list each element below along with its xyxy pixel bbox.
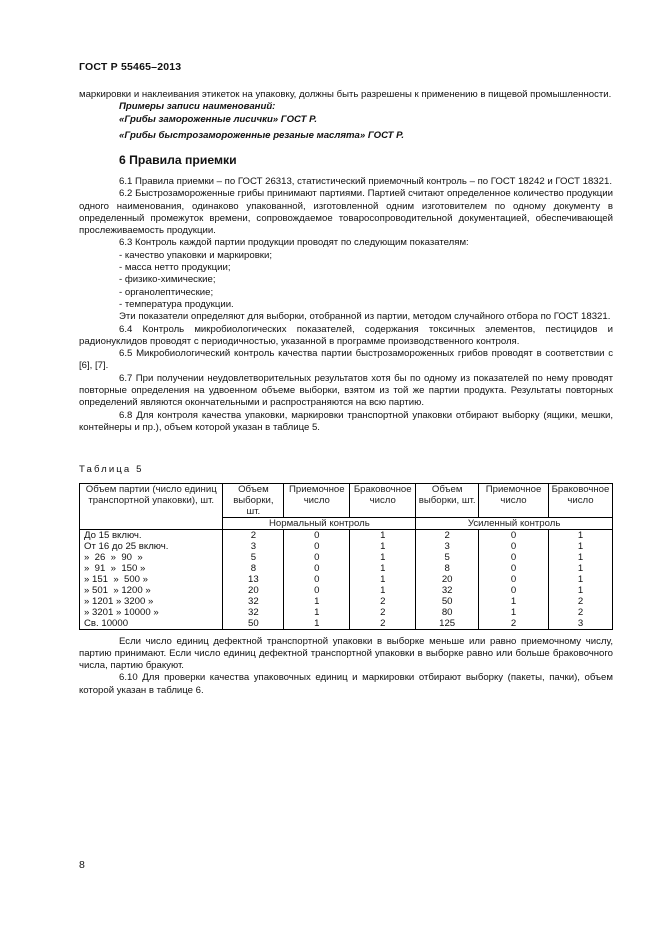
table-row	[80, 541, 613, 552]
cell-accept: 0	[479, 563, 549, 574]
cell-sample: 32	[416, 585, 479, 596]
cell-accept: 0	[284, 563, 350, 574]
paragraph-6-10: 6.10 Для проверки качества упаковочных единиц и маркировки отбирают выборку (пакеты, пачки), объем которой указан в таблице 6.	[79, 672, 613, 696]
list-item: - физико-химические;	[119, 274, 216, 286]
cell-sample: 2	[223, 529, 284, 541]
paragraph-6-5: 6.5 Микробиологический контроль качества партии быстрозамороженных грибов проводят в соответствии с [6], [7].	[79, 348, 613, 372]
cell-accept: 0	[479, 541, 549, 552]
cell-reject: 1	[548, 552, 612, 563]
paragraph-6-7: 6.7 При получении неудовлетворительных результатов хотя бы по одному из показателей по нему проводят повторные определения на удвоенном объеме выборки, взятом из той же партии продукта. Результаты повторных определений являются окончательными и распространяются на всю партию.	[79, 372, 613, 409]
cell-reject: 2	[548, 607, 612, 618]
cell-reject: 1	[350, 585, 416, 596]
table-row	[80, 618, 613, 630]
cell-reject: 2	[350, 618, 416, 630]
cell-lot: » 26 » 90 »	[80, 552, 223, 563]
acceptance-table	[79, 483, 613, 630]
cell-sample: 80	[416, 607, 479, 618]
cell-lot: » 151 » 500 »	[80, 574, 223, 585]
example-2: «Грибы быстрозамороженные резаные маслята» ГОСТ Р.	[119, 129, 405, 141]
table-caption: Таблица 5	[79, 464, 144, 476]
header-tightened-control: Усиленный контроль	[416, 517, 613, 529]
header-sample-size-normal: Объем выборки, шт.	[223, 483, 284, 517]
cell-accept: 2	[479, 618, 549, 630]
header-sample-size-tightened: Объем выборки, шт.	[416, 483, 479, 517]
cell-reject: 3	[548, 618, 612, 630]
examples-title: Примеры записи наименований:	[119, 101, 276, 113]
cell-reject: 1	[548, 585, 612, 596]
cell-accept: 0	[284, 529, 350, 541]
table-row	[80, 529, 613, 541]
cell-accept: 0	[479, 574, 549, 585]
paragraph-6-3-note: Эти показатели определяют для выборки, отобранной из партии, методом случайного отбора по ГОСТ 18321.	[119, 311, 611, 323]
cell-accept: 0	[284, 552, 350, 563]
cell-accept: 0	[284, 541, 350, 552]
cell-reject: 1	[350, 552, 416, 563]
cell-reject: 1	[548, 529, 612, 541]
cell-reject: 1	[350, 541, 416, 552]
paragraph-decision-rule: Если число единиц дефектной транспортной упаковки в выборке меньше или равно приемочному числу, партию принимают. Если число единиц дефектной транспортной упаковки в выборке равно или больше браковочного числа, партию бракуют.	[79, 635, 613, 672]
cell-accept: 0	[479, 552, 549, 563]
cell-reject: 2	[350, 596, 416, 607]
header-accept-normal: Приемочное число	[284, 483, 350, 517]
cell-accept: 1	[479, 596, 549, 607]
cell-sample: 32	[223, 607, 284, 618]
cell-sample: 13	[223, 574, 284, 585]
cell-sample: 8	[223, 563, 284, 574]
table-row	[80, 607, 613, 618]
paragraph-6-8: 6.8 Для контроля качества упаковки, маркировки транспортной упаковки отбирают выборку (ящики, мешки, контейнеры и пр.), объем которой указан в таблице 5.	[79, 409, 613, 433]
table-row	[80, 585, 613, 596]
cell-sample: 20	[416, 574, 479, 585]
header-normal-control: Нормальный контроль	[223, 517, 416, 529]
cell-accept: 1	[479, 607, 549, 618]
cell-sample: 3	[223, 541, 284, 552]
list-item: - качество упаковки и маркировки;	[119, 249, 273, 261]
header-reject-normal: Браковочное число	[350, 483, 416, 517]
cell-sample: 2	[416, 529, 479, 541]
table-row	[80, 596, 613, 607]
paragraph-6-1: 6.1 Правила приемки – по ГОСТ 26313, статистический приемочный контроль – по ГОСТ 18242 и ГОСТ 18321.	[119, 175, 612, 187]
list-item: - температура продукции.	[119, 298, 234, 310]
cell-sample: 50	[416, 596, 479, 607]
paragraph-6-2: 6.2 Быстрозамороженные грибы принимают партиями. Партией считают определенное количество продукции одного наименования, одинаково упакованной, изготовленной одним изготовителем по одному документу в определенный промежуток времени, сопровождаемое товаросопроводительной документацией, обеспечивающей прослеживаемость продукции.	[79, 188, 613, 237]
cell-lot: До 15 включ.	[80, 529, 223, 541]
cell-sample: 20	[223, 585, 284, 596]
header-lot-size: Объем партии (число единиц транспортной упаковки), шт.	[80, 483, 223, 529]
header-reject-tightened: Браковочное число	[548, 483, 612, 517]
cell-reject: 1	[548, 541, 612, 552]
cell-lot: » 501 » 1200 »	[80, 585, 223, 596]
cell-reject: 1	[350, 574, 416, 585]
cell-accept: 0	[479, 529, 549, 541]
section-heading: 6 Правила приемки	[119, 152, 237, 167]
table-row	[80, 574, 613, 585]
document-header: ГОСТ Р 55465–2013	[79, 61, 182, 73]
cell-lot: Св. 10000	[80, 618, 223, 630]
cell-lot: От 16 до 25 включ.	[80, 541, 223, 552]
cell-sample: 5	[223, 552, 284, 563]
cell-sample: 125	[416, 618, 479, 630]
cell-reject: 1	[350, 563, 416, 574]
table-row	[80, 552, 613, 563]
cell-sample: 50	[223, 618, 284, 630]
list-item: - органолептические;	[119, 286, 214, 298]
list-item: - масса нетто продукции;	[119, 262, 231, 274]
cell-accept: 1	[284, 607, 350, 618]
cell-reject: 1	[350, 529, 416, 541]
cell-lot: » 1201 » 3200 »	[80, 596, 223, 607]
paragraph-6-4: 6.4 Контроль микробиологических показателей, содержания токсичных элементов, пестицидов и радионуклидов проводят с периодичностью, указанной в программе производственного контроля.	[79, 323, 613, 347]
cell-accept: 0	[479, 585, 549, 596]
cell-accept: 0	[284, 574, 350, 585]
intro-paragraph: маркировки и наклеивания этикеток на упаковку, должны быть разрешены к применению в пищевой промышленности.	[79, 89, 612, 100]
cell-sample: 5	[416, 552, 479, 563]
cell-reject: 1	[548, 574, 612, 585]
page-content	[79, 89, 613, 697]
cell-sample: 32	[223, 596, 284, 607]
cell-lot: » 3201 » 10000 »	[80, 607, 223, 618]
paragraph-6-3: 6.3 Контроль каждой партии продукции проводят по следующим показателям:	[119, 237, 469, 249]
cell-sample: 3	[416, 541, 479, 552]
cell-accept: 1	[284, 596, 350, 607]
cell-accept: 0	[284, 585, 350, 596]
cell-sample: 8	[416, 563, 479, 574]
page-number: 8	[79, 859, 85, 871]
cell-reject: 2	[548, 596, 612, 607]
table-row	[80, 563, 613, 574]
cell-reject: 1	[548, 563, 612, 574]
header-accept-tightened: Приемочное число	[479, 483, 549, 517]
cell-reject: 2	[350, 607, 416, 618]
cell-accept: 1	[284, 618, 350, 630]
example-1: «Грибы замороженные лисички» ГОСТ Р.	[119, 114, 317, 126]
cell-lot: » 91 » 150 »	[80, 563, 223, 574]
